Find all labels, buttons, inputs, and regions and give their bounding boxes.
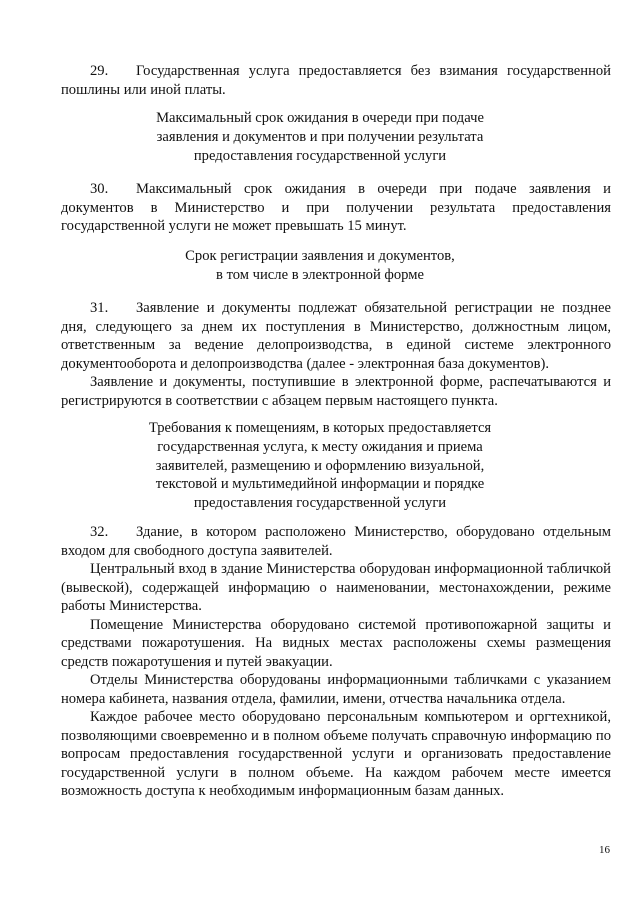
paragraph-number: 30. <box>90 181 109 197</box>
heading-line: в том числе в электронной форме <box>216 266 424 283</box>
paragraph-31 <box>61 299 611 410</box>
heading-line: государственная услуга, к месту ожидания и приема <box>157 438 483 455</box>
heading-line: предоставления государственной услуги <box>193 495 447 512</box>
section-heading-queue-time <box>0 109 640 165</box>
paragraph-30 <box>61 180 611 236</box>
heading-line: Требования к помещениям, в которых предоставляется <box>148 420 492 436</box>
heading-line: предоставления государственной услуги <box>193 147 447 164</box>
heading-line: Максимальный срок ожидания в очереди при подаче <box>156 110 484 126</box>
paragraph-text: Государственная услуга предоставляется без взимания государственной пошлины или иной платы. <box>61 63 611 98</box>
paragraph-text: Заявление и документы подлежат обязательной регистрации не позднее дня, следующего за днем их поступления в Министерство, должностным лицом, ответственным за ведение делопроизводства, в единой системе электронного документооборота и делопроизводства (далее - электронная база документов). <box>61 300 611 372</box>
page-number: 16 <box>599 844 610 856</box>
paragraph-text: Отделы Министерства оборудованы информационными табличками с указанием номера кабинета, названия отдела, фамилии, имени, отчества начальника отдела. <box>61 672 611 707</box>
heading-line: заявления и документов и при получении результата <box>156 128 484 145</box>
paragraph-text: Заявление и документы, поступившие в электронной форме, распечатываются и регистрируются в соответствии с абзацем первым настоящего пункта. <box>61 374 611 409</box>
paragraph-number: 32. <box>90 524 109 540</box>
heading-line: текстовой и мультимедийной информации и порядке <box>155 476 485 493</box>
paragraph-32 <box>61 523 611 801</box>
section-heading-registration <box>0 247 640 285</box>
heading-line: Срок регистрации заявления и документов, <box>185 248 455 264</box>
heading-line: заявителей, размещению и оформлению визуальной, <box>155 457 485 474</box>
paragraph-number: 29. <box>90 63 109 79</box>
paragraph-text: Здание, в котором расположено Министерство, оборудовано отдельным входом для свободного доступа заявителей. <box>61 524 611 559</box>
paragraph-29 <box>61 62 611 99</box>
section-heading-premises <box>0 419 640 513</box>
paragraph-number: 31. <box>90 300 109 316</box>
paragraph-text: Максимальный срок ожидания в очереди при подаче заявления и документов в Министерство и при получении результата предоставления государственной услуги не может превышать 15 минут. <box>61 181 611 234</box>
paragraph-text: Центральный вход в здание Министерства оборудован информационной табличкой (вывеской), содержащей информацию о наименовании, местонахождении, режиме работы Министерства. <box>61 561 611 614</box>
paragraph-text: Помещение Министерства оборудовано системой противопожарной защиты и средствами пожаротушения. На видных местах расположены схемы размещения средств пожаротушения и путей эвакуации. <box>61 616 611 670</box>
paragraph-text: Каждое рабочее место оборудовано персональным компьютером и оргтехникой, позволяющими своевременно и в полном объеме получать справочную информацию по вопросам предоставления государственной услуги и организовать предоставление государственной услуги в полном объеме. На каждом рабочем месте имеется возможность доступа к необходимым информационным базам данных. <box>61 709 611 799</box>
